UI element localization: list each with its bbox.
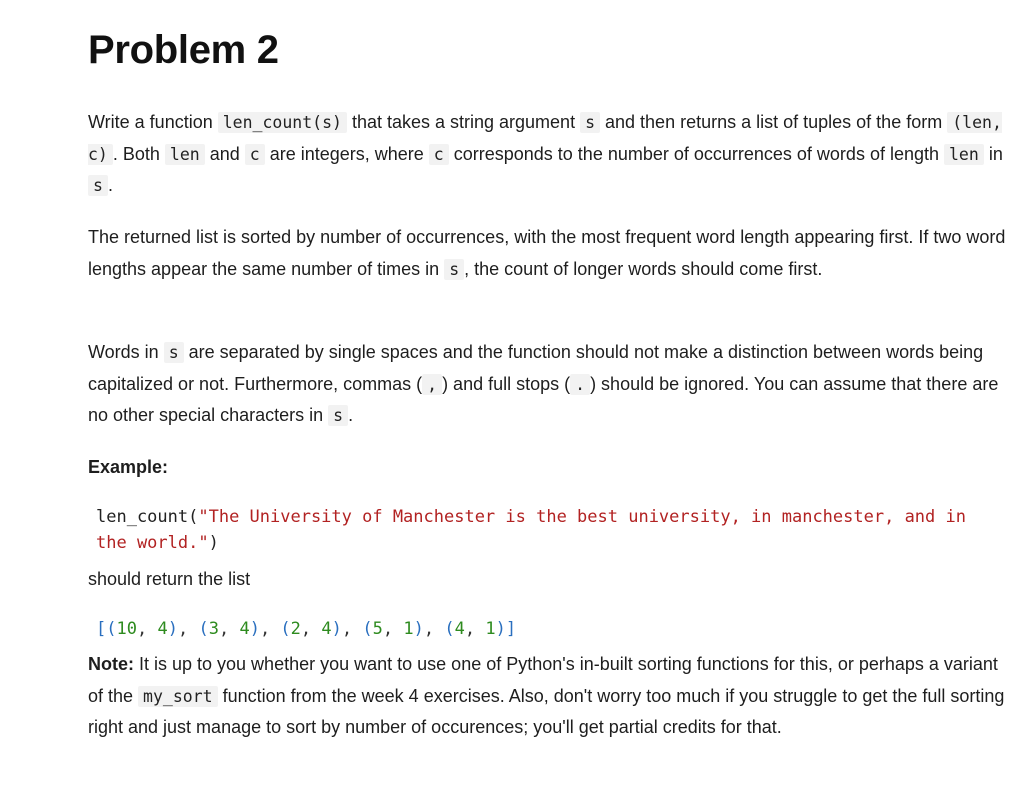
text-span: The returned list is sorted by number of occurrences, with the most frequent word length appearing first. If two word lengths appear the same number of times in — [88, 227, 1006, 279]
tuple-length: 4 — [454, 619, 465, 639]
list-open-bracket: [ — [96, 619, 107, 639]
list-close-bracket: ] — [505, 619, 517, 639]
text-span: . — [107, 175, 113, 195]
text-span: in — [983, 143, 1003, 164]
text-span: . Both — [112, 143, 165, 164]
text-span: Write a function — [88, 112, 218, 132]
text-span: that takes a string argument — [346, 112, 581, 132]
inline-code: my_sort — [138, 686, 218, 707]
tuple-count: 4 — [157, 619, 168, 639]
text-span: , the count of longer words should come first. — [464, 258, 823, 279]
inline-code: s — [328, 405, 348, 426]
result-code-block: [(10, 4), (3, 4), (2, 4), (5, 1), (4, 1)] — [96, 619, 517, 639]
paragraph-sorting-rules — [88, 222, 1013, 285]
inline-code: (len, c) — [88, 113, 1002, 164]
tuple-count: 1 — [403, 619, 414, 639]
text-span: function from the week 4 exercises. Also, don't worry too much if you struggle to get the full sorting right and just manage to sort by number of occurences; you'll get partial credits for that. — [88, 685, 1005, 737]
inline-code: len — [165, 144, 205, 165]
inline-code: . — [570, 374, 590, 395]
inline-code: s — [444, 259, 464, 280]
function-call: len_count( — [96, 507, 199, 527]
text-span: and — [204, 143, 245, 164]
tuple-length: 5 — [372, 619, 383, 639]
inline-code: len — [944, 144, 984, 165]
paragraph-note — [88, 649, 1013, 744]
inline-code: c — [245, 144, 265, 165]
text-span: ) should be ignored. You can assume that there are no other special characters in — [88, 373, 999, 425]
text-span: Words in — [88, 342, 164, 362]
tuple-count: 4 — [239, 619, 250, 639]
tuple-length: 10 — [116, 619, 137, 639]
inline-code: s — [164, 342, 184, 363]
tuple-length: 3 — [208, 619, 219, 639]
text-span: corresponds to the number of occurrences of words of length — [448, 143, 944, 164]
text-span: It is up to you whether you want to use one of Python's in-built sorting functions for this, or perhaps a variant of the — [88, 654, 998, 706]
inline-code: s — [88, 175, 108, 196]
text-span: are integers, where — [264, 143, 429, 164]
example-heading: Example: — [88, 457, 169, 477]
inline-code: , — [422, 374, 442, 395]
string-argument: "The University of Manchester is the best university, in manchester, and in the world." — [96, 507, 977, 553]
text-span: . — [348, 405, 354, 425]
should-return-text: should return the list — [88, 569, 251, 589]
closing-paren: ) — [208, 533, 219, 553]
tuple-count: 1 — [485, 619, 496, 639]
text-span: ) and full stops ( — [442, 373, 571, 394]
inline-code: c — [429, 144, 449, 165]
paragraph-function-description — [88, 107, 1013, 202]
tuple-length: 2 — [290, 619, 301, 639]
inline-code: s — [580, 112, 600, 133]
text-span: are separated by single spaces and the function should not make a distinction between words being capitalized or not. Furthermore, commas ( — [88, 342, 984, 394]
paragraph-word-rules — [88, 337, 1013, 432]
note-label: Note: — [88, 654, 134, 674]
example-code-block — [96, 504, 1006, 556]
page-title: Problem 2 — [88, 28, 279, 72]
text-span: and then returns a list of tuples of the form — [600, 112, 948, 132]
inline-code: len_count(s) — [218, 112, 347, 133]
tuple-count: 4 — [321, 619, 332, 639]
